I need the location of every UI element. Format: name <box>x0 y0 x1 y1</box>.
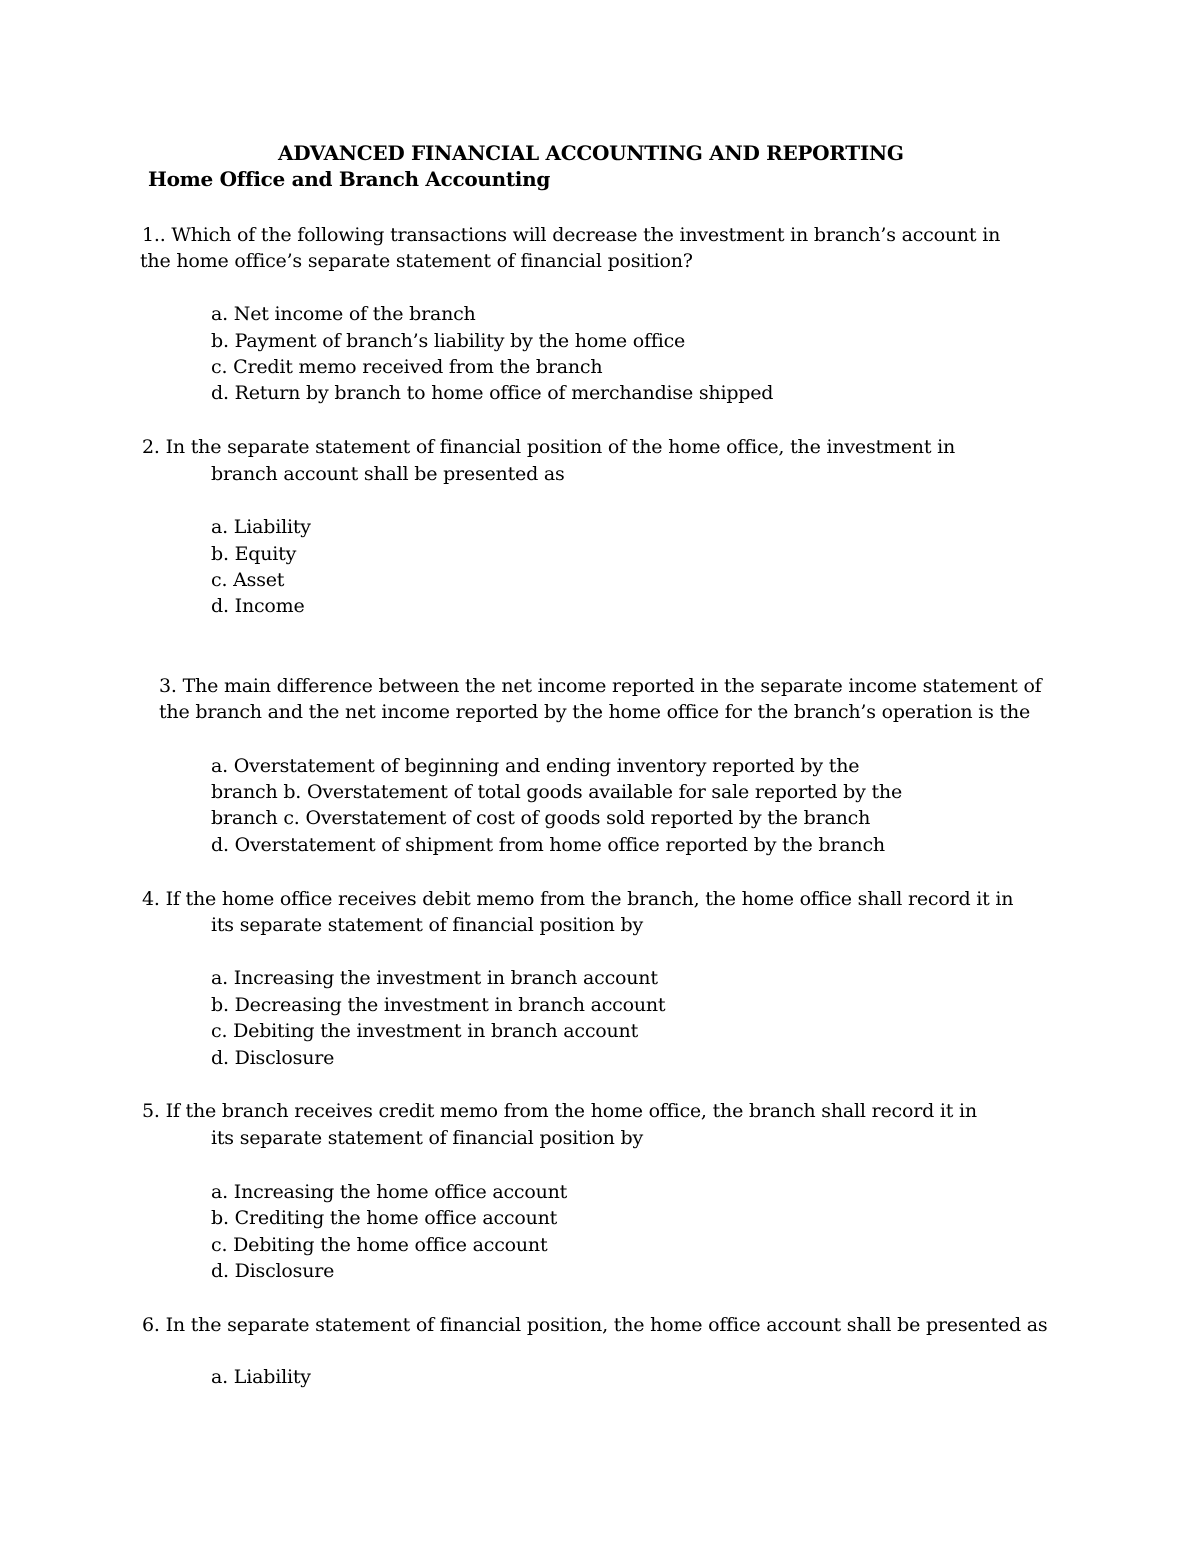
question-stem-line: branch account shall be presented as <box>211 463 565 485</box>
answer-option: c. Credit memo received from the branch <box>211 356 603 378</box>
question-stem-line: 3. The main difference between the net income reported in the separate income statement of <box>159 675 1042 697</box>
answer-option: a. Net income of the branch <box>211 303 476 325</box>
answer-option: b. Crediting the home office account <box>211 1207 558 1229</box>
answer-option: c. Debiting the investment in branch account <box>211 1020 639 1042</box>
answer-option: d. Overstatement of shipment from home office reported by the branch <box>211 834 885 856</box>
question-stem-line: the branch and the net income reported by the home office for the branch’s operation is the <box>159 701 1031 723</box>
answer-option: d. Return by branch to home office of merchandise shipped <box>211 382 774 404</box>
answer-option: b. Equity <box>211 543 297 565</box>
answer-option: a. Increasing the investment in branch account <box>211 967 658 989</box>
answer-option: c. Asset <box>211 569 285 591</box>
question-stem-line: 4. If the home office receives debit memo from the branch, the home office shall record it in <box>142 888 1014 910</box>
question-stem-line: 6. In the separate statement of financial position, the home office account shall be presented as <box>142 1314 1048 1336</box>
answer-option: c. Debiting the home office account <box>211 1234 548 1256</box>
answer-option: d. Disclosure <box>211 1260 335 1282</box>
answer-option: a. Overstatement of beginning and ending inventory reported by the <box>211 755 860 777</box>
answer-option: b. Decreasing the investment in branch account <box>211 994 666 1016</box>
question-stem-line: its separate statement of financial position by <box>211 1127 644 1149</box>
question-stem-line: 1.. Which of the following transactions will decrease the investment in branch’s account in <box>142 224 1001 246</box>
answer-option: a. Increasing the home office account <box>211 1181 568 1203</box>
answer-option: d. Disclosure <box>211 1047 335 1069</box>
question-stem-line: 5. If the branch receives credit memo from the home office, the branch shall record it in <box>142 1100 977 1122</box>
document-title: ADVANCED FINANCIAL ACCOUNTING AND REPORTING <box>278 141 904 165</box>
question-stem-line: its separate statement of financial position by <box>211 914 644 936</box>
answer-option: d. Income <box>211 595 305 617</box>
question-stem-line: 2. In the separate statement of financial position of the home office, the investment in <box>142 436 956 458</box>
answer-option: branch c. Overstatement of cost of goods sold reported by the branch <box>211 807 871 829</box>
answer-option: a. Liability <box>211 1366 311 1388</box>
answer-option: a. Liability <box>211 516 311 538</box>
question-stem-line: the home office’s separate statement of financial position? <box>140 250 693 272</box>
answer-option: branch b. Overstatement of total goods available for sale reported by the <box>211 781 902 803</box>
document-subtitle: Home Office and Branch Accounting <box>148 167 551 191</box>
answer-option: b. Payment of branch’s liability by the home office <box>211 330 686 352</box>
